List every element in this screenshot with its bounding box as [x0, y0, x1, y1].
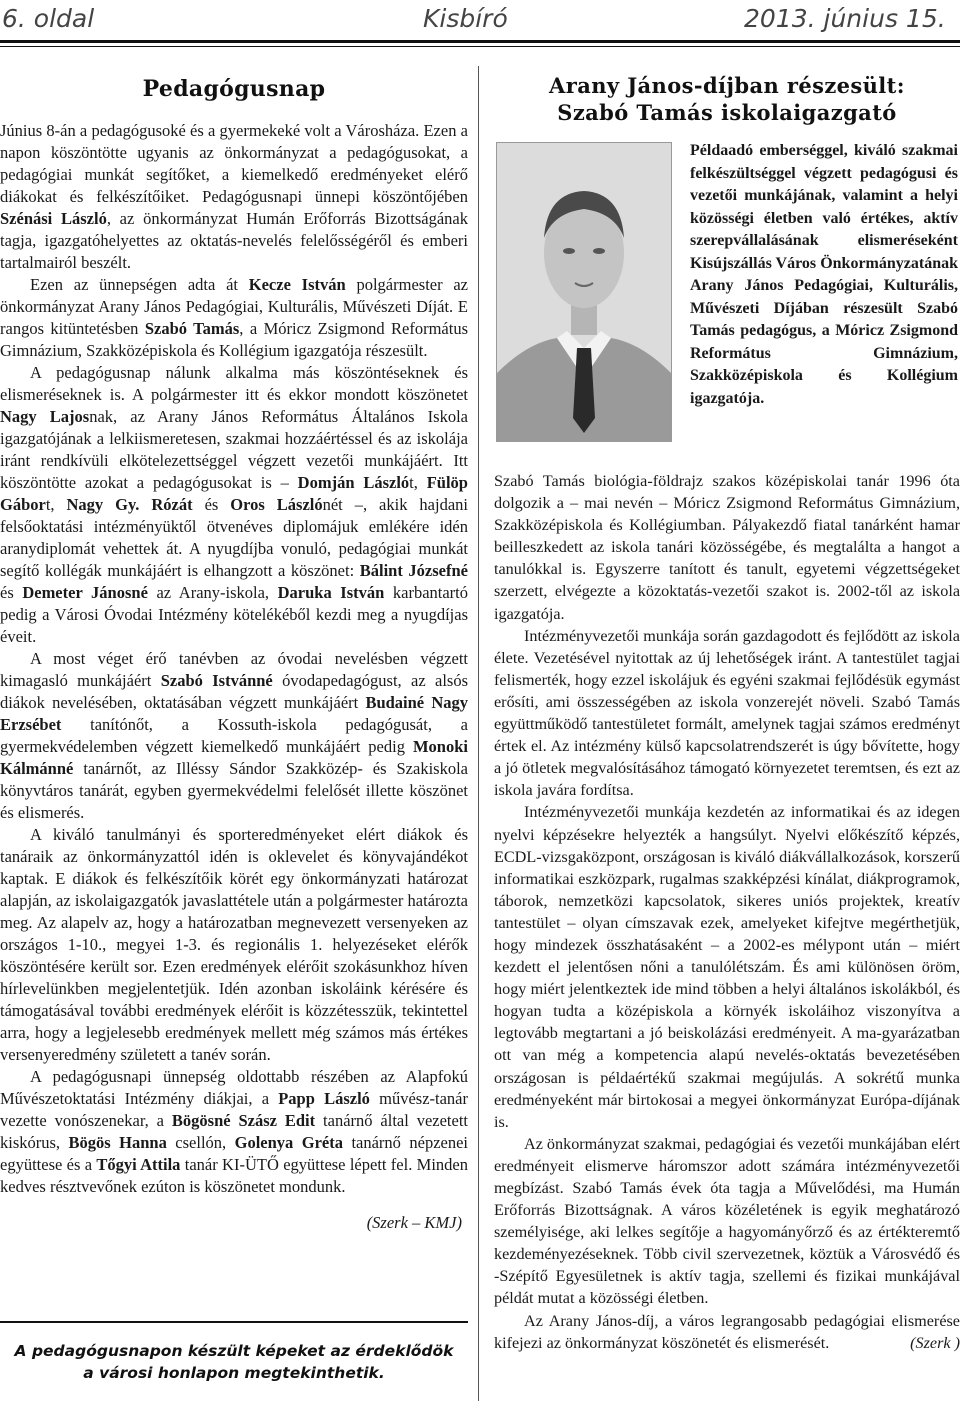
paragraph-achievements: Intézményvezetői munkája kezdetén az informatikai és az idegen nyelvi képzésekre helyezték a hangsúlyt. Nyelvi előkészítő képzés, ECDL-vizsgaközpont, országosan is kiváló diákvállalkozások, korszerű informatikai eszközpark, rugalmas szakképzési kínálat, diákprogramok, táborok, nemzetközi kapcsolatok, sikeres uniós projektek, kreatív tantestület – olyan címszavak ezek, amelyeket kifejtve megérthetjük, hogy mindezek összhatásaként – a 2002-es mélypont után – miért kezdett el jelentősen nőni a tanulólétszám. És ami különösen öröm, hogy miért jelentkeztek ide mind többen a helyi általános iskolákból, és hogyan tudta a középiskola a környék iskoláihoz viszonyítva a legtovább megtartani a jó beiskolázási eredményeit. A ma-gyarázatban ott van még a kompetencia alapú nevelés-oktatás bevezetésében országosan is példaértékű szakmai megújulás. A sokrétű munka eredményeként már birtokosai a megyei önkormányzat Európa-díjának is. [494, 803, 960, 1131]
text: csellón, [166, 1133, 235, 1152]
person-name: Oros László [230, 495, 323, 514]
person-name: Tőgyi Attila [96, 1155, 181, 1174]
right-article-signature: (Szerk ) [910, 1333, 960, 1352]
text: polgármester az önkormányzat Arany János Pedagógiai, Kulturális, Művészeti Díját. E rangos kitüntetésben [0, 275, 468, 338]
person-name: Szabó Istvánné [160, 671, 273, 690]
text: A pedagógusnap nálunk alkalma más köszöntéseknek és elismeréseknek is. A polgármester itt és ekkor mondott köszönetet [0, 363, 468, 404]
title-line: Szabó Tamás iskolaigazgató [557, 100, 897, 125]
paragraph-career: Szabó Tamás biológia-földrajz szakos középiskolai tanár 1996 óta dolgozik a – mai nevén – Móricz Zsigmond Református Gimnázium, Szakközépiskola és Kollégiumban. Pályakezdő fiatal tanárként hamar beilleszkedett az iskola tanári közösségébe, és megtalálta a hangot a tanulókkal is. Egyszerre tanított és tanult, egyetemi végzettségeket szerzett, elvégezte a közoktatás-vezetői szakot is. 2002-től az iskola igazgatója. [494, 472, 960, 623]
person-name: Golenya Gréta [234, 1133, 343, 1152]
text: Június 8-án a pedagógusoké és a gyermekeké volt a Városháza. Ezen a napon köszöntötte ugyanis az önkormányzat a pedagógusokat, a pedagógiai munkát segítőket, a kiemelkedő eredményeket elérő diákokat és felkészítőiket. Pedagógusnapi ünnepi köszöntőjében [0, 121, 468, 206]
person-name: Budainé Nagy Erzsébet [0, 693, 468, 734]
person-name: Bögösné Szász Edit [171, 1111, 316, 1130]
paragraph-intro [0, 120, 468, 274]
left-article-title: Pedagógusnap [142, 76, 326, 102]
portrait-illustration [497, 143, 671, 441]
paragraph-performers [0, 1066, 468, 1198]
person-name: Demeter Jánosné [22, 583, 148, 602]
text: és [0, 583, 23, 602]
page-number: 6. oldal [2, 4, 95, 33]
footer-note-line: a városi honlapon megtekinthetik. [83, 1364, 385, 1382]
person-name: Bálint Józsefné [359, 561, 468, 580]
header-rule [0, 40, 960, 43]
person-name: Daruka István [277, 583, 385, 602]
text: Az Arany János-díj, a város legrangosabb pedagógiai elismerése kifejezi az önkormányzat köszönetét és elismerését. [494, 1311, 960, 1352]
text: , az önkormányzat Humán Erőforrás Bizottságának tagja, igazgatóhelyettes az oktatás-nevelés felelősségéről és emberi tartalmairól beszélt. [0, 209, 468, 272]
issue-date: 2013. június 15. [744, 4, 946, 33]
right-article-title [494, 72, 960, 126]
paragraph-teachers [0, 648, 468, 824]
person-name: Kecze István [248, 275, 346, 294]
paragraph-closing [494, 1310, 960, 1354]
footer-note-rule [0, 1321, 468, 1323]
text: tanárnőt, az Illéssy Sándor Szakközép- és Szakiskola könyvtáros tanárát, egyben gyermekvédelmi felelősét illette köszönet és elismerés. [0, 759, 468, 822]
text: t, [409, 473, 427, 492]
left-article-signature: (Szerk – KMJ) [366, 1213, 462, 1232]
title-line: Arany János-díjban részesült: [549, 73, 905, 98]
right-article [494, 68, 960, 1405]
paragraph-leadership: Intézményvezetői munkája során gazdagodott és fejlődött az iskola élete. Vezetésével nyitottak az új lehetőségek iránt. A tantestület tagjai felismerték, hogy ezzel iskolájuk és egyéni szakmai fejlődésük egymást erősíti, ami összességében az iskola vonzerejét növeli. Szabó Tamás együttműködő tantestületet formált, amelynek tagjai számos eredményt értek el. Az intézmény külső kapcsolatrendszerét is úgy bővítette, hogy a jó ötletek megvalósításához támogató környezetet teremtsen, és ezt az iskola javára fordítsa. [494, 626, 960, 800]
newspaper-name: Kisbíró [423, 4, 508, 33]
page-header [0, 0, 960, 40]
portrait-section [494, 140, 960, 448]
person-name: Papp László [278, 1089, 370, 1108]
text: művész-tanár vezette vonószenekar, a [0, 1089, 468, 1130]
text: nak, az Arany János Református Általános Iskola igazgatójának a lelkiismeretesen, szakmai hozzáértéssel és az iskolája iránt rendkívüli elkötelezettséggel végzett vezetői munkájáért. Itt köszöntötte azokat a pedagógusokat is – [0, 407, 468, 492]
person-name: Fülöp Gábor [0, 473, 468, 514]
text: karbantartó pedig a Városi Óvodai Intézmény kötelékéből kezdi meg a nyugdíjas éveit. [0, 583, 468, 646]
text: óvodapedagógust, az alsós diákok nevelésében, oktatásában végzett munkájáért [0, 671, 468, 712]
paragraph-greetings [0, 362, 468, 648]
text: tanárnő népzenei együttese és a [0, 1133, 468, 1174]
text: t, [45, 495, 67, 514]
person-name: Szénási László [0, 209, 107, 228]
text: és [192, 495, 231, 514]
text: nét –, akik hajdani felsőoktatási intézményüktől ötvenéves diplomájuk emlékére idén aranydiplomát vehettek át. A nyugdíjba vonuló, pedagógiai munkát segítő kollégák munkájáért is elhangzott a köszönet: [0, 495, 468, 580]
text: Ezen az ünnepségen adta át [30, 275, 249, 294]
footer-note-line: A pedagógusnapon készült képeket az érdeklődök [14, 1342, 454, 1360]
footer-note [0, 1340, 468, 1392]
portrait-photo [496, 142, 672, 442]
text: az Arany-iskola, [147, 583, 278, 602]
person-name: Szabó Tamás [144, 319, 240, 338]
person-name: Nagy Gy. Rózát [66, 495, 193, 514]
text: , a Móricz Zsigmond Református Gimnázium, Szakközépiskola és Kollégium igazgatója részesült. [0, 319, 468, 360]
text: tanárnő által vezetett kiskórus, [0, 1111, 468, 1152]
person-name: Nagy Lajos [0, 407, 90, 426]
text: A pedagógusnapi ünnepség oldottabb részében az Alapfokú Művészetoktatási Intézmény diákjai, a [0, 1067, 468, 1108]
column-divider [478, 66, 479, 1401]
portrait-caption: Példaadó emberséggel, kiváló szakmai felkészültséggel végzett pedagógusi és vezetői munkájának, valamint a helyi közösségi életben való értékes, aktív szerepvállalásának elismeréseként Kisújszállás Város Önkormányzatának Arany János Pedagógiai, Kulturális, Művészeti Díjában részesült Szabó Tamás pedagógus, a Móricz Zsigmond Református Gimnázium, Szakközépiskola és Kollégium igazgatója. [690, 142, 958, 407]
header-rule-thin [0, 46, 960, 47]
person-name: Monoki Kálmánné [0, 737, 468, 778]
left-article [0, 68, 468, 1338]
text: tanár KI-ÜTŐ együttese lépett fel. Minden kedves résztvevőnek ezúton is köszönetet mondunk. [0, 1155, 468, 1196]
paragraph-students: A kiváló tanulmányi és sporteredményeket elért diákok és tanáraik az önkormányzattól idén is oklevelet és könyvajándékot kaptak. E diákok és felkészítőik körét egy önkormányzati határozat alapján, az iskolaigazgatók javaslattétele után a polgármester határozta meg. Az alapelv az, hogy a határozatban megnevezett versenyeken az országos 1-10., megyei 1-3. és regionális 1. helyezéseket elérők köszöntésére került sor. Ezen eredmények elérőit szokásunkhoz híven hírlevelünkben megjelentetjük. Idén azonban iskoláink kérésére és támogatásával további eredmények elérőit is közzétesszük, tekintettel arra, hogy a legjelesebb eredmények mellett még számos más értékes versenyeredmény született a tanév során. [0, 825, 468, 1064]
person-name: Bögös Hanna [68, 1133, 167, 1152]
paragraph-community: Az önkormányzat szakmai, pedagógiai és vezetői munkájában elért eredményeit elismerve háromszor adott számára intézményvezetői megbízást. Szabó Tamás évek óta tagja a Művelődési, ma Humán Erőforrás Bizottságnak. A város közéletének is egyik meghatározó személyisége, aki lelkes segítője a hagyományőrző és az értékteremtő kezdeményezéseknek. Több civil szervezetnek, köztük a Városvédő és -Szépítő Egyesületnek is aktív tagja, szellemi és fizikai munkájával példát mutat a közösségi életben. [494, 1134, 960, 1308]
text: A most véget érő tanévben az óvodai nevelésben végzett kimagasló munkájáért [0, 649, 468, 690]
paragraph-award [0, 274, 468, 362]
person-name: Domján László [297, 473, 410, 492]
text: tanítónőt, a Kossuth-iskola pedagógusát, a gyermekvédelemben végzett kiemelkedő munkájáért pedig [0, 715, 468, 756]
